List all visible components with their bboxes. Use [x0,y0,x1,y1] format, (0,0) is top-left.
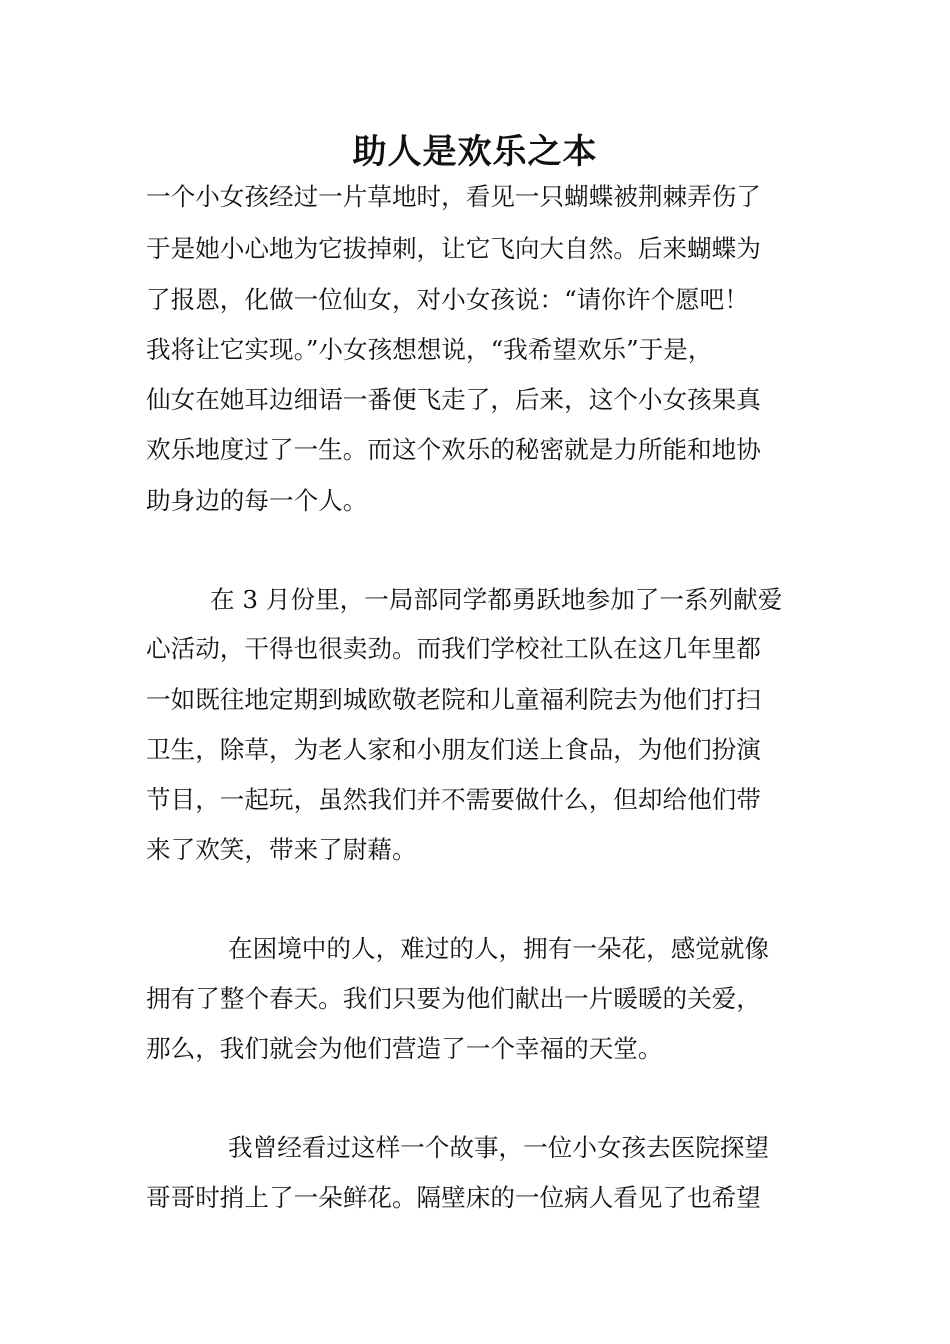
text-line: 卫生，除草，为老人家和小朋友们送上食品，为他们扮演 [146,735,761,764]
text-line: 哥哥时捎上了一朵鲜花。隔壁床的一位病人看见了也希望 [146,1183,761,1212]
text-line: 心活动，干得也很卖劲。而我们学校社工队在这几年里都 [146,634,761,663]
text-line: 我曾经看过这样一个故事，一位小女孩去医院探望 [228,1133,770,1162]
text-line: 了报恩，化做一位仙女，对小女孩说：“请你许个愿吧！ [146,285,749,314]
text-line: 那么，我们就会为他们营造了一个幸福的天堂。 [146,1034,663,1063]
text-line: 仙女在她耳边细语一番便飞走了，后来，这个小女孩果真 [146,385,761,414]
text-line: 助身边的每一个人。 [146,486,368,515]
text-line: 一如既往地定期到城欧敬老院和儿童福利院去为他们打扫 [146,685,761,714]
document-title: 助人是欢乐之本 [352,132,598,172]
text-line: 于是她小心地为它拔掉刺，让它飞向大自然。后来蝴蝶为 [146,234,761,263]
text-line: 一个小女孩经过一片草地时，看见一只蝴蝶被荆棘弄伤了 [146,182,761,211]
text-line: 在 3 月份里，一局部同学都勇跃地参加了一系列献爱 [210,585,783,614]
text-line: 节目，一起玩，虽然我们并不需要做什么，但却给他们带 [146,785,761,814]
text-line: 欢乐地度过了一生。而这个欢乐的秘密就是力所能和地协 [146,435,761,464]
text-line: 拥有了整个春天。我们只要为他们献出一片暖暖的关爱， [146,984,761,1013]
text-line: 我将让它实现。”小女孩想想说，“我希望欢乐”于是， [146,335,713,364]
text-line: 来了欢笑，带来了尉藉。 [146,835,417,864]
text-line: 在困境中的人，难过的人，拥有一朵花，感觉就像 [228,934,770,963]
